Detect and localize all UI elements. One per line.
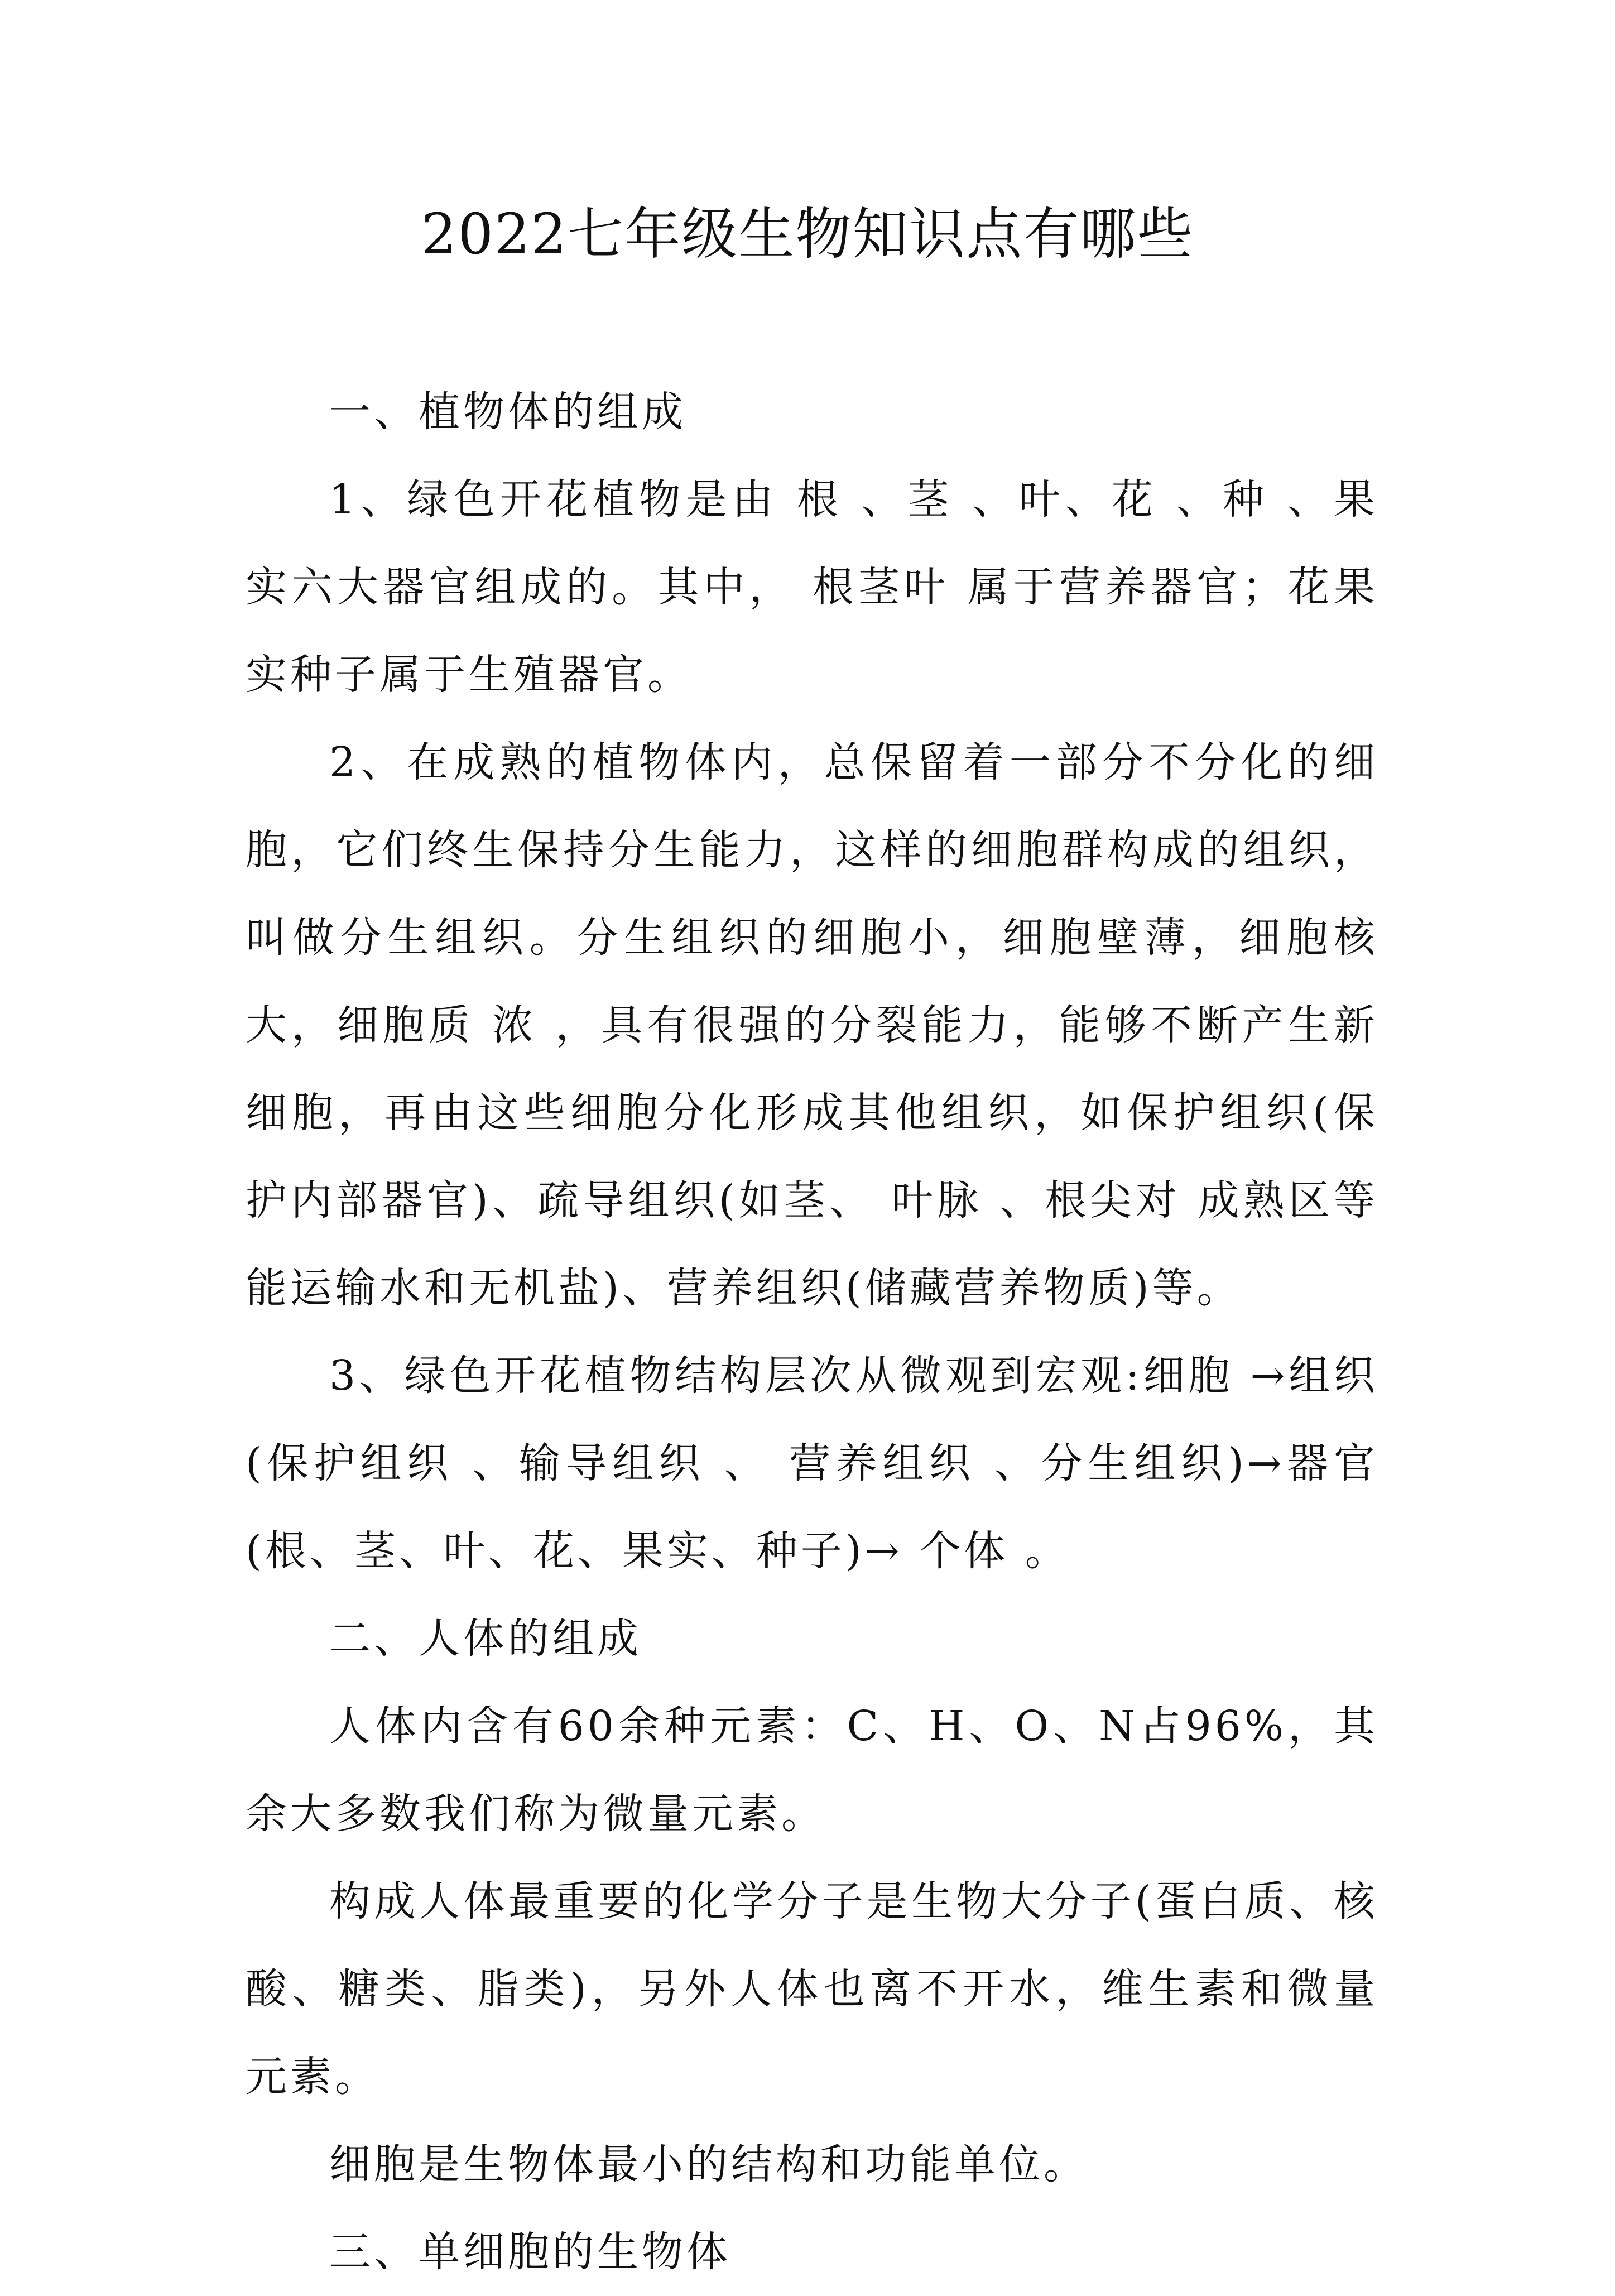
section-heading-plant-composition: 一、植物体的组成 <box>329 388 686 436</box>
paragraph-structure-levels: 3、绿色开花植物结构层次从微观到宏观:细胞 →组织(保护组织 、输导组织 、 营养组织 、分生组织)→器官(根、茎、叶、花、果实、种子)→ 个体 。 <box>246 1352 1378 1575</box>
paragraph-cell-unit: 细胞是生物体最小的结构和功能单位。 <box>329 2140 1088 2188</box>
section-heading-human-composition: 二、人体的组成 <box>329 1615 642 1663</box>
document-body <box>246 368 1378 2296</box>
document-title: 2022七年级生物知识点有哪些 <box>421 201 1194 267</box>
paragraph-macromolecules: 构成人体最重要的化学分子是生物大分子(蛋白质、核酸、糖类、脂类)，另外人体也离不开水，维生素和微量元素。 <box>246 1877 1378 2101</box>
paragraph-elements: 人体内含有60余种元素：C、H、O、N占96%，其余大多数我们称为微量元素。 <box>246 1702 1378 1838</box>
section-heading-single-cell: 三、单细胞的生物体 <box>329 2228 731 2276</box>
paragraph-plant-organs: 1、绿色开花植物是由 根 、茎 、叶、花 、种 、果实六大器官组成的。其中， 根茎叶 属于营养器官；花果实种子属于生殖器官。 <box>246 475 1378 699</box>
paragraph-meristem: 2、在成熟的植物体内，总保留着一部分不分化的细胞，它们终生保持分生能力，这样的细胞群构成的组织，叫做分生组织。分生组织的细胞小，细胞壁薄，细胞核大，细胞质 浓 ，具有很强的分裂能力，能够不断产生新细胞，再由这些细胞分化形成其他组织，如保护组织(保护内部器官)、疏导组织(如茎、 叶脉 、根尖对 成熟区等能运输水和无机盐)、营养组织(储藏营养物质)等。 <box>246 738 1378 1312</box>
